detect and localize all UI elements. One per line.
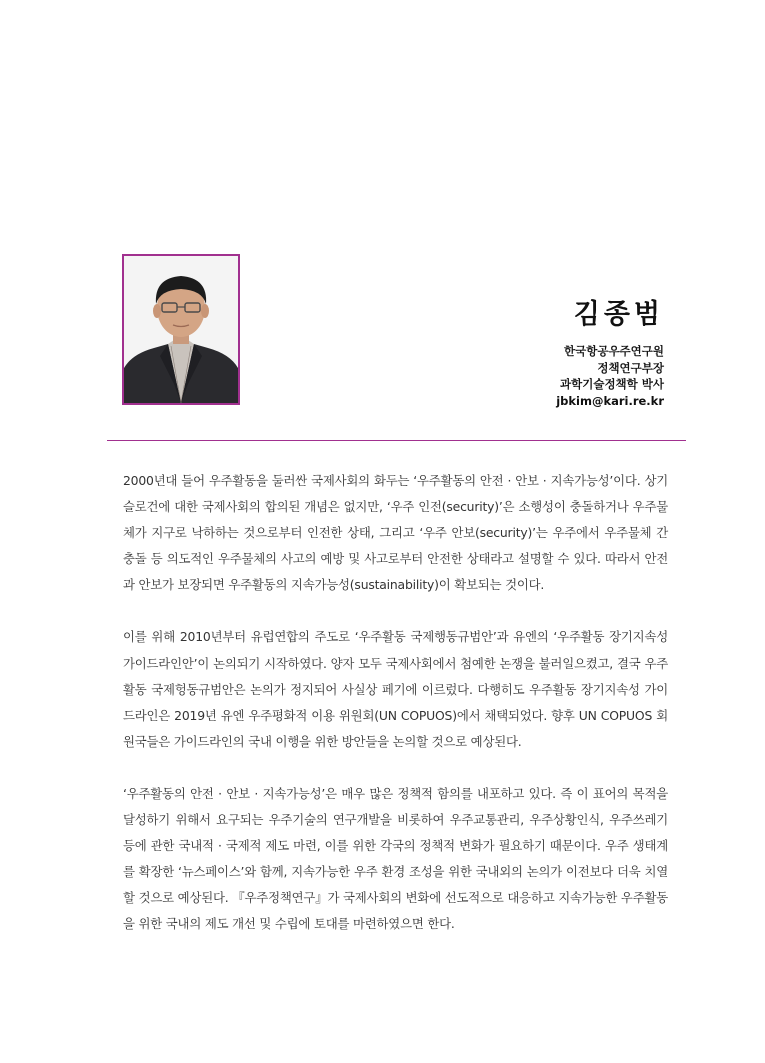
author-position: 정책연구부장 [597, 360, 664, 375]
divider-line [107, 440, 686, 441]
paragraph: 이를 위해 2010년부터 유럽연합의 주도로 ‘우주활동 국제행동규범안’과 유엔의 ‘우주활동 장기지속성 가이드라인안’이 논의되기 시작하였다. 양자 모두 국제사회에서 첨예한 논쟁을 불러일으켰고, 결국 우주활동 국제헝동규범안은 논의가 정지되어 사실상 페기에 이르렀다. 다행히도 우주활동 장기지속성 가이드라인은 2019년 유엔 우주평화적 이용 위원회(UN COPUOS)에서 채택되었다. 향후 UN COPUOS 회원국들은 가이드라인의 국내 이행을 위한 방안들을 논의할 것으로 예상된다. [123, 629, 668, 749]
author-email: jbkim@kari.re.kr [556, 393, 664, 408]
author-affiliation: 한국항공우주연구원 [564, 344, 664, 358]
paragraph: ‘우주활동의 안전 · 안보 · 지속가능성’은 매우 많은 정책적 함의를 내포하고 있다. 즉 이 표어의 목적을 달성하기 위해서 요구되는 우주기술의 연구개발을 비롯하여 우주교통관리, 우주상황인식, 우주쓰레기 등에 관한 국내적 · 국제적 제도 마련, 이를 위한 각국의 정책적 변화가 필요하기 때문이다. 우주 생태계를 확장한 ‘뉴스페이스’와 함께, 지속가능한 우주 환경 조성을 위한 국내외의 논의가 이전보다 더욱 치열할 것으로 예상된다. 『우주정책연구』가 국제사회의 변화에 선도적으로 대응하고 지속가능한 우주활동을 위한 국내의 제도 개선 및 수립에 토대를 마련하였으면 한다. [123, 785, 668, 932]
paragraph: 2000년대 들어 우주활동을 둘러싼 국제사회의 화두는 ‘우주활동의 안전 · 안보 · 지속가능성’이다. 상기 슬로건에 대한 국제사회의 합의된 개념은 없지만, ‘우주 인전(security)’은 소행성이 충돌하거나 우주물체가 지구로 낙하하는 것으로부터 인전한 상태, 그리고 ‘우주 안보(security)’는 우주에서 우주물체 간 충돌 등 의도적인 우주물체의 사고의 예방 및 사고로부터 안전한 상태라고 설명할 수 있다. 따라서 안전과 안보가 보장되면 우주활동의 지속가능성(sustainability)이 확보되는 것이다. [123, 473, 668, 593]
author-portrait-image [124, 256, 238, 403]
author-photo [122, 254, 240, 405]
author-info [556, 343, 664, 409]
author-degree: 과학기술정책학 박사 [560, 377, 664, 391]
author-name: 김종범 [573, 299, 664, 330]
foreword-body [123, 468, 668, 964]
